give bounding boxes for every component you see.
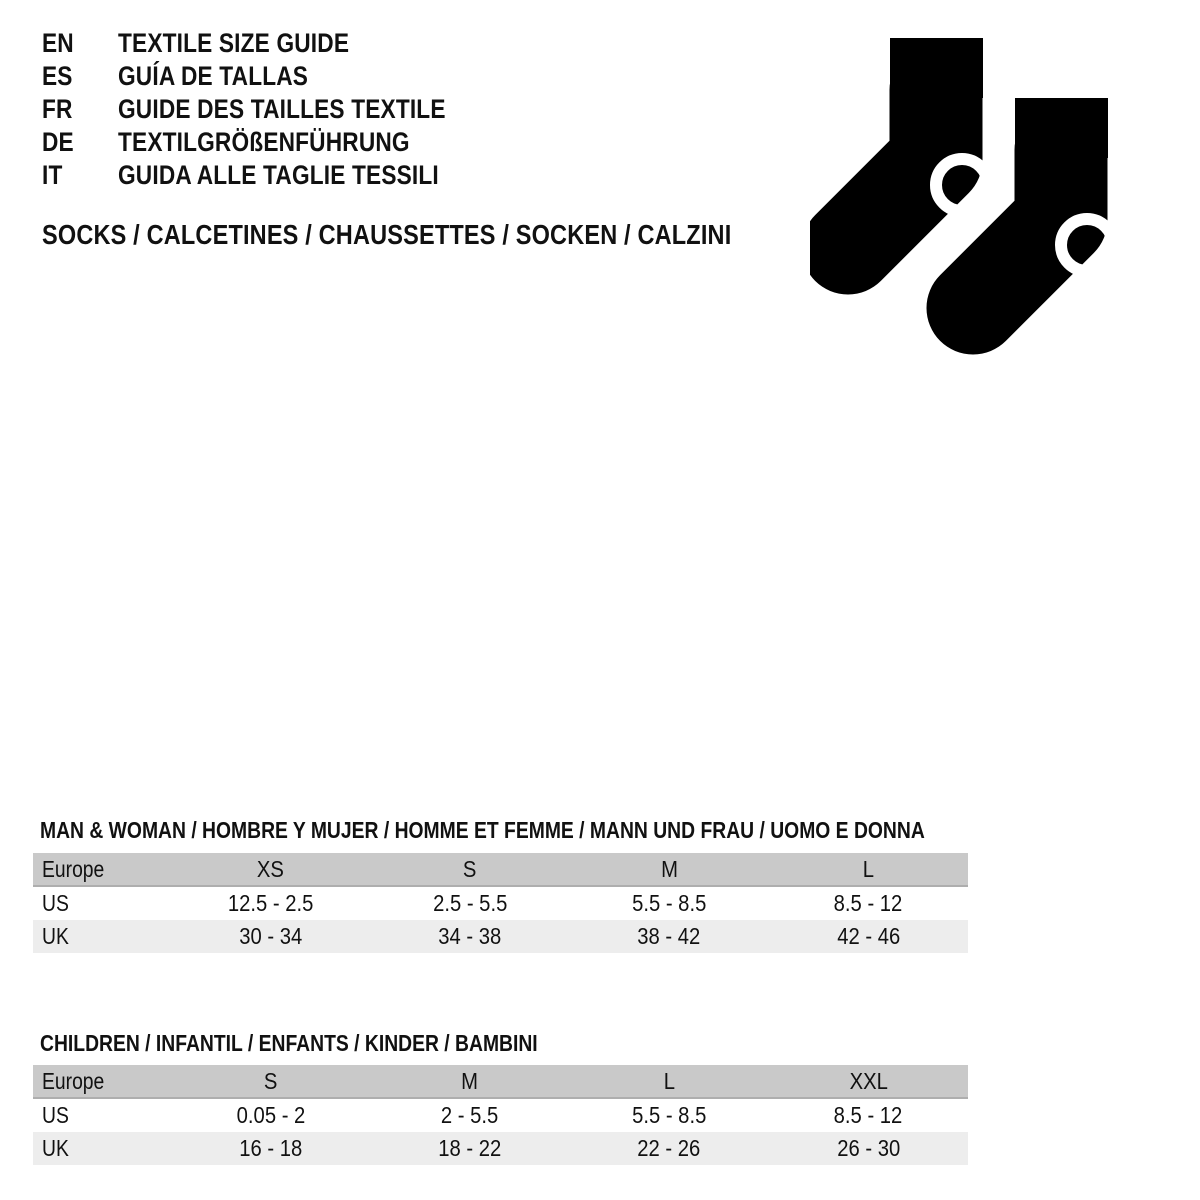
lang-label-es: GUÍA DE TALLAS — [118, 61, 309, 91]
size-cell: 12.5 - 2.5 — [227, 890, 314, 916]
table-title-children: CHILDREN / INFANTIL / ENFANTS / KINDER / BAMBINI — [40, 1030, 538, 1056]
lang-code-en: EN — [42, 28, 74, 58]
lang-row-en — [42, 27, 508, 60]
row-label: UK — [42, 1135, 69, 1161]
lang-row-de — [42, 126, 508, 159]
lang-label-it: GUIDA ALLE TAGLIE TESSILI — [118, 160, 439, 190]
column-header-region: Europe — [42, 855, 105, 882]
table-title-adults: MAN & WOMAN / HOMBRE Y MUJER / HOMME ET FEMME / MANN UND FRAU / UOMO E DONNA — [40, 817, 925, 843]
row-label: US — [42, 890, 69, 916]
size-cell: 5.5 - 8.5 — [631, 1102, 707, 1128]
size-cell: 2.5 - 5.5 — [432, 890, 507, 916]
size-cell: 8.5 - 12 — [834, 890, 903, 916]
column-header-m: M — [461, 1067, 479, 1094]
size-cell: 30 - 34 — [239, 923, 303, 949]
socks-icon — [810, 30, 1120, 360]
size-cell: 42 - 46 — [836, 923, 900, 949]
table-header-row — [33, 1065, 968, 1099]
size-cell: 34 - 38 — [438, 923, 502, 949]
column-header-m: M — [660, 855, 678, 882]
table-row-uk — [33, 1132, 968, 1165]
table-row-us — [33, 1099, 968, 1132]
lang-code-de: DE — [42, 127, 74, 157]
lang-row-fr — [42, 93, 508, 126]
row-label: UK — [42, 923, 69, 949]
column-header-l: L — [862, 855, 874, 882]
size-cell: 0.05 - 2 — [236, 1102, 305, 1128]
size-cell: 22 - 26 — [637, 1135, 701, 1161]
column-header-s: S — [463, 855, 477, 882]
lang-row-es — [42, 60, 508, 93]
lang-label-en: TEXTILE SIZE GUIDE — [118, 28, 350, 58]
table-header-row — [33, 853, 968, 887]
category-line: SOCKS / CALCETINES / CHAUSSETTES / SOCKEN / CALZINI — [42, 219, 732, 250]
row-label: US — [42, 1102, 69, 1128]
column-header-xs: XS — [257, 855, 285, 882]
lang-label-fr: GUIDE DES TAILLES TEXTILE — [118, 94, 446, 124]
size-cell: 5.5 - 8.5 — [631, 890, 707, 916]
column-header-region: Europe — [42, 1067, 105, 1094]
language-guide-block — [42, 27, 508, 192]
size-cell: 18 - 22 — [438, 1135, 502, 1161]
sock-back — [848, 38, 988, 248]
sock-front — [973, 98, 1113, 308]
size-cell: 16 - 18 — [239, 1135, 303, 1161]
lang-code-es: ES — [42, 61, 73, 91]
lang-code-fr: FR — [42, 94, 73, 124]
lang-code-it: IT — [42, 160, 63, 190]
size-cell: 2 - 5.5 — [441, 1102, 499, 1128]
size-table-children — [33, 1065, 968, 1165]
size-cell: 8.5 - 12 — [834, 1102, 903, 1128]
table-row-us — [33, 887, 968, 920]
column-header-l: L — [663, 1067, 675, 1094]
size-cell: 38 - 42 — [637, 923, 701, 949]
size-table-adults — [33, 853, 968, 953]
lang-label-de: TEXTILGRÖßENFÜHRUNG — [118, 127, 410, 157]
column-header-xxl: XXL — [849, 1067, 888, 1094]
column-header-s: S — [263, 1067, 278, 1094]
size-cell: 26 - 30 — [836, 1135, 900, 1161]
table-row-uk — [33, 920, 968, 953]
lang-row-it — [42, 159, 508, 192]
